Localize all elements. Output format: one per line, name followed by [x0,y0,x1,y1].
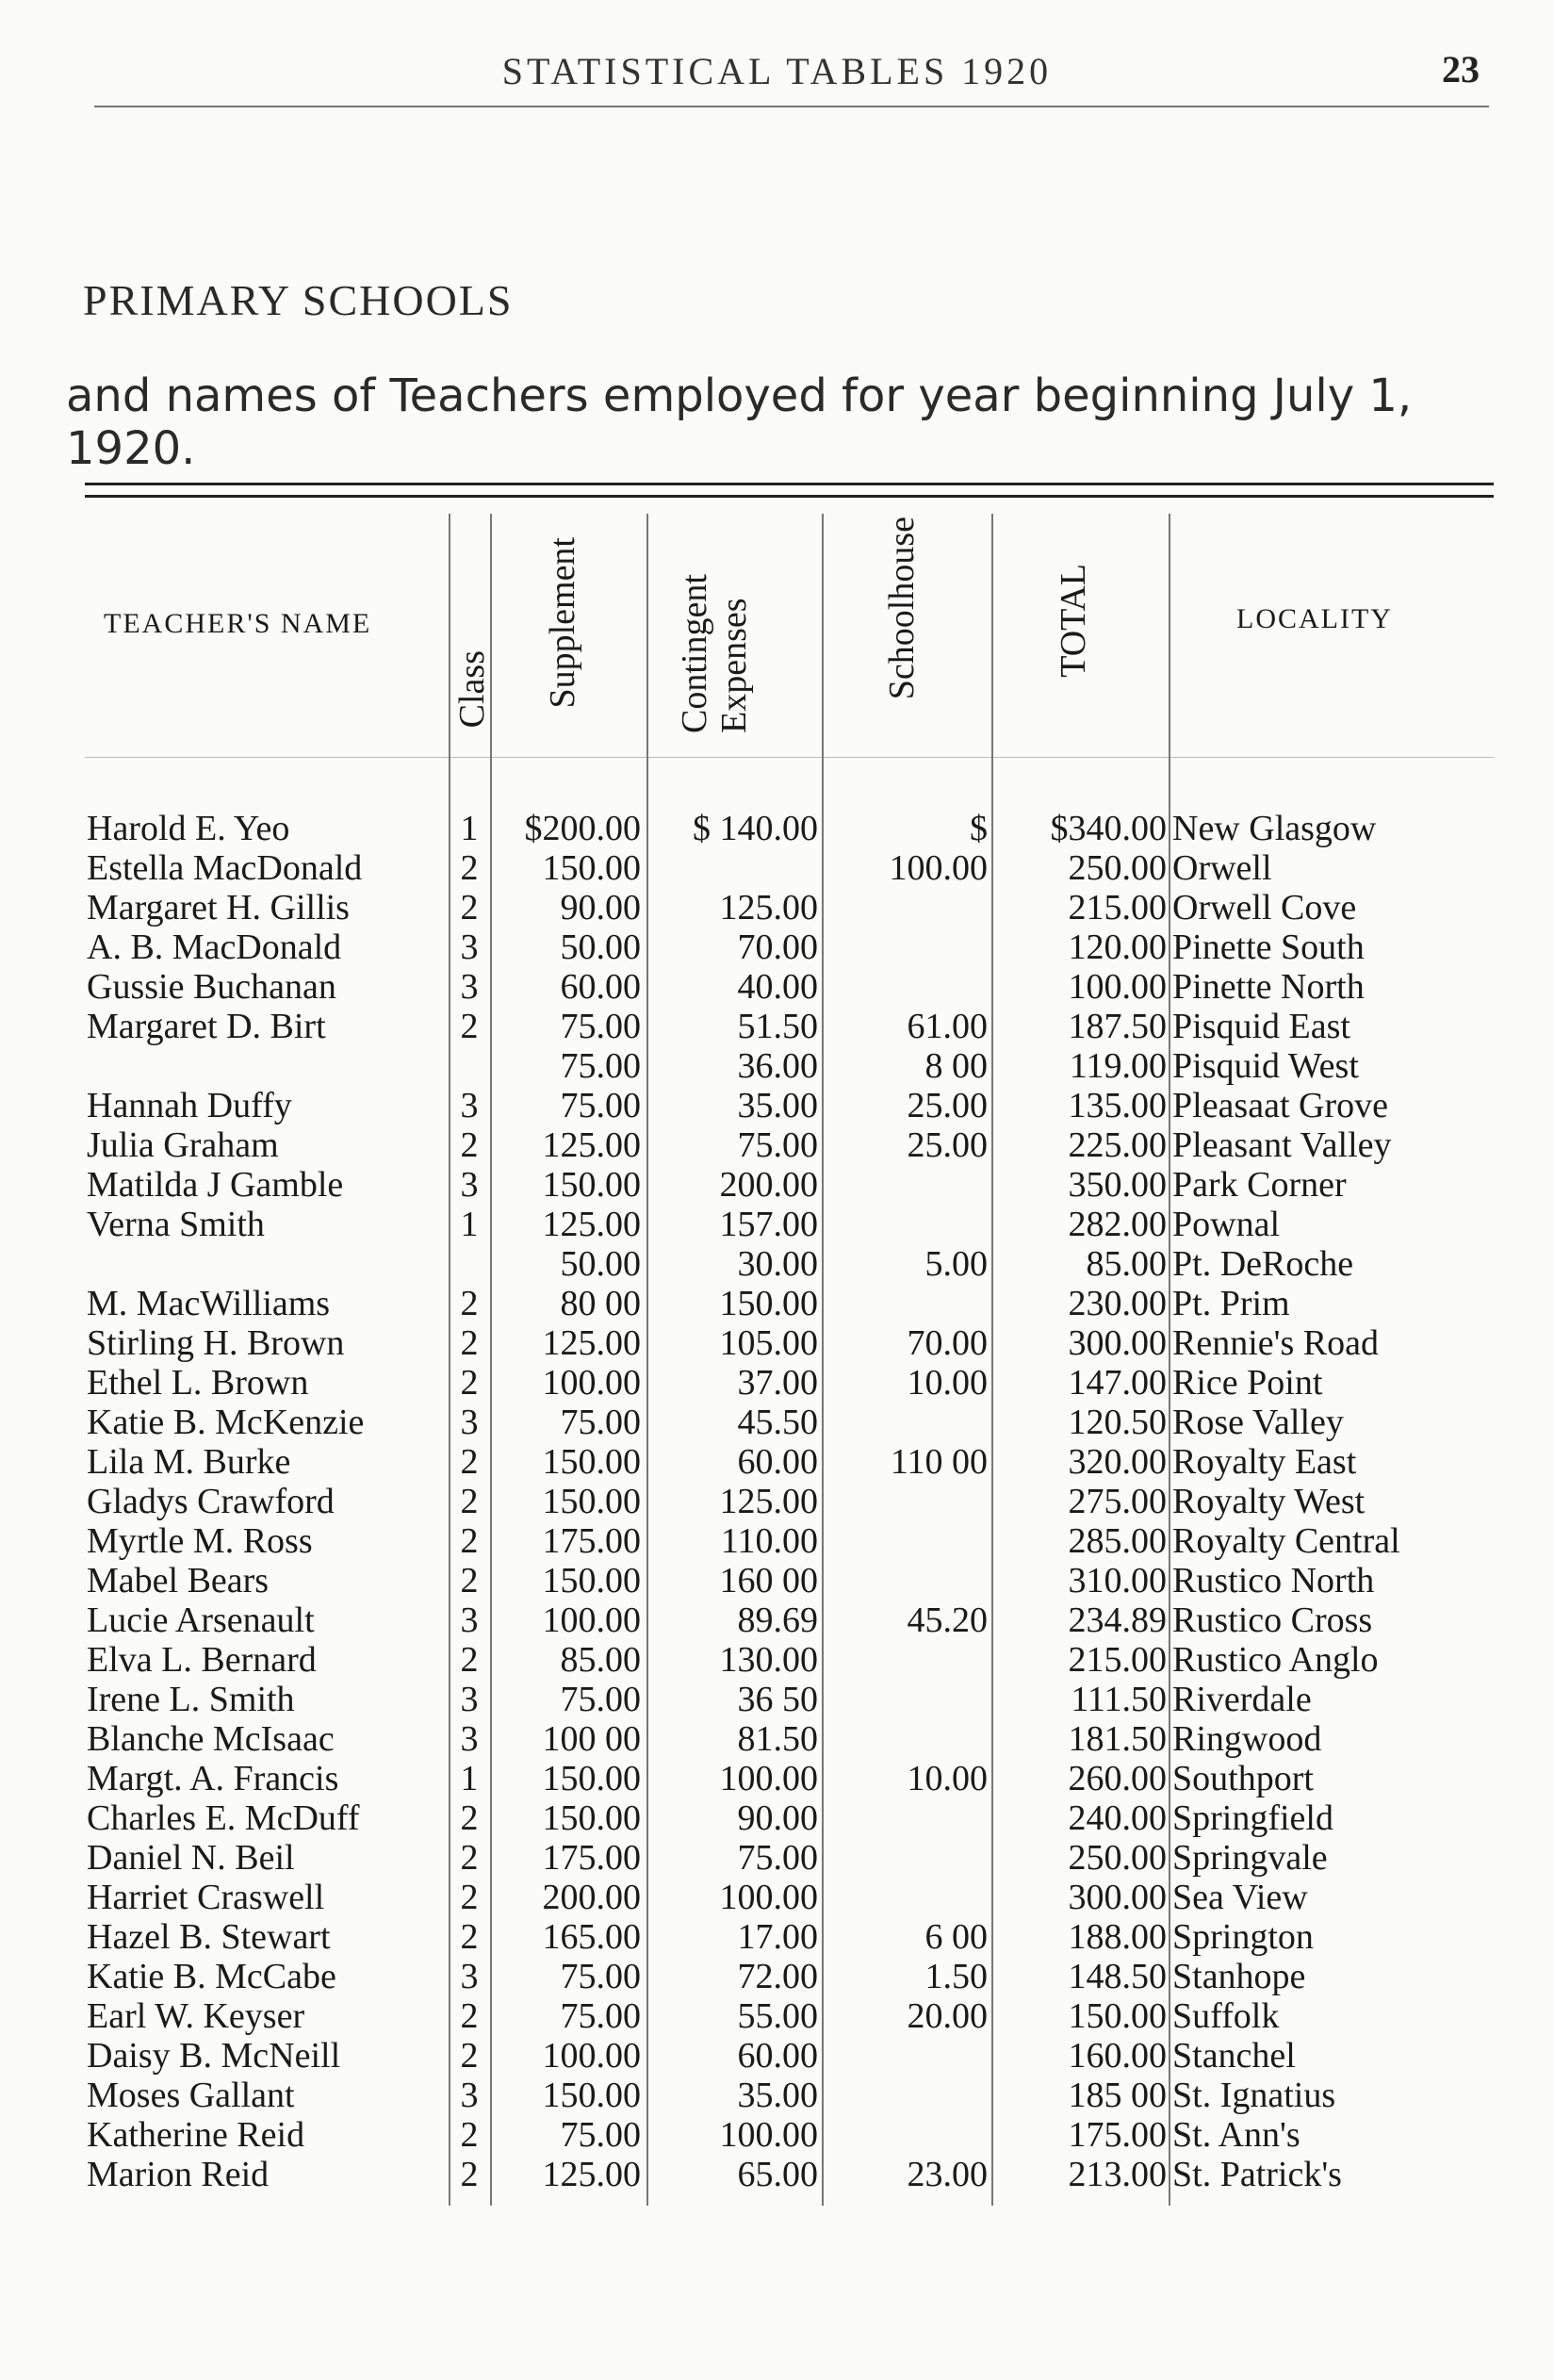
class-value: 2 [460,1442,479,1482]
class-value: 3 [460,2076,479,2115]
locality-name: Springfield [1172,1798,1333,1838]
schoolhouse-value: 6 00 [924,1917,988,1957]
teacher-name: Hazel B. Stewart [87,1917,331,1957]
column-header-name: TEACHER'S NAME [104,608,372,639]
supplement-value: 60.00 [560,967,641,1007]
locality-name: Riverdale [1172,1680,1312,1719]
contingent-value: 30.00 [737,1244,818,1284]
table-row [0,1759,1554,1798]
locality-name: Royalty East [1172,1442,1357,1482]
table-row [0,1046,1554,1086]
total-value: 185 00 [1068,2076,1167,2115]
table-row [0,1284,1554,1323]
total-value: 120.00 [1068,927,1167,967]
total-value: 215.00 [1068,1640,1167,1680]
total-value: 225.00 [1068,1125,1167,1165]
contingent-value: 90.00 [737,1798,818,1838]
locality-name: Pisquid East [1172,1007,1350,1046]
total-value: 85.00 [1086,1244,1167,1284]
total-value: 188.00 [1068,1917,1167,1957]
table-row [0,848,1554,888]
contingent-value: 125.00 [719,1482,818,1521]
contingent-value: 89.69 [737,1600,818,1640]
class-value: 2 [460,888,479,927]
teacher-name: Irene L. Smith [87,1680,295,1719]
total-value: 250.00 [1068,1838,1167,1878]
supplement-value: 150.00 [542,1759,641,1798]
schoolhouse-value: 70.00 [907,1323,988,1363]
class-value: 3 [460,1086,479,1125]
table-row [0,1719,1554,1759]
teacher-name: Margaret D. Birt [87,1007,326,1046]
supplement-value: 75.00 [560,1680,641,1719]
class-value: 3 [460,1165,479,1205]
teacher-name: Blanche McIsaac [87,1719,335,1759]
total-value: 300.00 [1068,1323,1167,1363]
contingent-value: 40.00 [737,967,818,1007]
contingent-value: 130.00 [719,1640,818,1680]
contingent-value: 200.00 [719,1165,818,1205]
supplement-value: $200.00 [524,809,641,848]
class-value: 2 [460,1482,479,1521]
total-value: 148.50 [1068,1957,1167,1996]
supplement-value: 150.00 [542,1165,641,1205]
total-value: 135.00 [1068,1086,1167,1125]
class-value: 2 [460,2155,479,2194]
total-value: 160.00 [1068,2036,1167,2076]
class-value: 1 [460,1205,479,1244]
teacher-name: Stirling H. Brown [87,1323,345,1363]
contingent-value: 72.00 [737,1957,818,1996]
supplement-value: 125.00 [542,1205,641,1244]
contingent-value: 36 50 [737,1680,818,1719]
running-head: STATISTICAL TABLES 1920 [501,50,1053,92]
contingent-value: 75.00 [737,1125,818,1165]
locality-name: Pinette South [1172,927,1365,967]
class-value: 2 [460,848,479,888]
locality-name: Pisquid West [1172,1046,1359,1086]
teacher-name: Moses Gallant [87,2076,295,2115]
table-row [0,927,1554,967]
teacher-name: Ethel L. Brown [87,1363,309,1403]
supplement-value: 75.00 [560,1957,641,1996]
table-row [0,1561,1554,1600]
supplement-value: 150.00 [542,1561,641,1600]
contingent-value: 160 00 [719,1561,818,1600]
contingent-value: 110.00 [720,1521,818,1561]
contingent-value: 150.00 [719,1284,818,1323]
teacher-name: Lucie Arsenault [87,1600,315,1640]
schoolhouse-value: 110 00 [890,1442,988,1482]
total-value: 275.00 [1068,1482,1167,1521]
class-value: 2 [460,1640,479,1680]
class-value: 3 [460,1680,479,1719]
total-value: 285.00 [1068,1521,1167,1561]
locality-name: St. Patrick's [1172,2155,1342,2194]
locality-name: Pleasant Valley [1172,1125,1392,1165]
total-value: 240.00 [1068,1798,1167,1838]
teacher-name: Matilda J Gamble [87,1165,344,1205]
supplement-value: 90.00 [560,888,641,927]
supplement-value: 150.00 [542,1798,641,1838]
class-value: 2 [460,1561,479,1600]
table-row [0,1680,1554,1719]
teacher-name: Marion Reid [87,2155,270,2194]
table-row [0,1125,1554,1165]
schoolhouse-value: 61.00 [907,1007,988,1046]
locality-name: Park Corner [1172,1165,1347,1205]
table-row [0,2115,1554,2155]
table-row [0,1482,1554,1521]
class-value: 3 [460,1600,479,1640]
total-value: 100.00 [1068,967,1167,1007]
table-row [0,2155,1554,2194]
table-row [0,1878,1554,1917]
locality-name: Rustico Cross [1172,1600,1373,1640]
locality-name: Pleasaat Grove [1172,1086,1388,1125]
class-value: 2 [460,1917,479,1957]
class-value: 2 [460,2036,479,2076]
schoolhouse-value: 10.00 [907,1759,988,1798]
teacher-name: Daisy B. McNeill [87,2036,341,2076]
supplement-value: 75.00 [560,1086,641,1125]
table-row [0,2036,1554,2076]
supplement-value: 100.00 [542,2036,641,2076]
table-row [0,1007,1554,1046]
page-title: PRIMARY SCHOOLS [83,276,514,324]
contingent-value: 157.00 [719,1205,818,1244]
locality-name: Rustico Anglo [1172,1640,1379,1680]
supplement-value: 125.00 [542,1125,641,1165]
total-value: 175.00 [1068,2115,1167,2155]
locality-name: Southport [1172,1759,1314,1798]
class-value: 3 [460,1957,479,1996]
class-value: 2 [460,2115,479,2155]
locality-name: Pownal [1172,1205,1280,1244]
contingent-value: 81.50 [737,1719,818,1759]
locality-name: Suffolk [1172,1996,1280,2036]
supplement-value: 75.00 [560,2115,641,2155]
supplement-value: 200.00 [542,1878,641,1917]
teacher-name: Myrtle M. Ross [87,1521,313,1561]
teacher-name: Katie B. McCabe [87,1957,336,1996]
supplement-value: 75.00 [560,1046,641,1086]
total-value: 260.00 [1068,1759,1167,1798]
schoolhouse-value: 25.00 [907,1086,988,1125]
supplement-value: 75.00 [560,1007,641,1046]
total-value: 147.00 [1068,1363,1167,1403]
locality-name: St. Ann's [1172,2115,1300,2155]
teacher-name: Daniel N. Beil [87,1838,295,1878]
teacher-name: M. MacWilliams [87,1284,331,1323]
supplement-value: 100.00 [542,1363,641,1403]
supplement-value: 100 00 [542,1719,641,1759]
class-value: 2 [460,1284,479,1323]
class-value: 1 [460,809,479,848]
teacher-name: Estella MacDonald [87,848,363,888]
total-value: 350.00 [1068,1165,1167,1205]
locality-name: Springton [1172,1917,1314,1957]
contingent-value: 70.00 [737,927,818,967]
schoolhouse-value: 25.00 [907,1125,988,1165]
column-header-contingent: Contingent Expenses [675,574,754,733]
total-value: 282.00 [1068,1205,1167,1244]
supplement-value: 85.00 [560,1640,641,1680]
teacher-name: Lila M. Burke [87,1442,291,1482]
schoolhouse-value: $ [970,809,988,848]
class-value: 2 [460,1798,479,1838]
locality-name: Orwell Cove [1172,888,1357,927]
teacher-name: Charles E. McDuff [87,1798,360,1838]
total-value: 111.50 [1071,1680,1167,1719]
table-top-rule [85,483,1494,498]
schoolhouse-value: 8 00 [924,1046,988,1086]
total-value: 120.50 [1068,1403,1167,1442]
table-row [0,1244,1554,1284]
supplement-value: 50.00 [560,927,641,967]
locality-name: Rennie's Road [1172,1323,1379,1363]
table-row [0,1363,1554,1403]
teacher-name: Margt. A. Francis [87,1759,339,1798]
teacher-name: Harriet Craswell [87,1878,325,1917]
total-value: 250.00 [1068,848,1167,888]
supplement-value: 175.00 [542,1521,641,1561]
supplement-value: 150.00 [542,2076,641,2115]
contingent-value: 51.50 [737,1007,818,1046]
locality-name: New Glasgow [1172,809,1377,848]
contingent-value: 60.00 [737,1442,818,1482]
teacher-name: Gussie Buchanan [87,967,336,1007]
locality-name: Stanchel [1172,2036,1296,2076]
supplement-value: 125.00 [542,1323,641,1363]
table-row [0,1165,1554,1205]
contingent-value: 17.00 [737,1917,818,1957]
total-value: 187.50 [1068,1007,1167,1046]
teacher-name: Gladys Crawford [87,1482,335,1521]
table-row [0,1086,1554,1125]
table-row [0,2076,1554,2115]
total-value: 150.00 [1068,1996,1167,2036]
contingent-value: 35.00 [737,1086,818,1125]
schoolhouse-value: 100.00 [889,848,988,888]
total-value: 181.50 [1068,1719,1167,1759]
locality-name: Rice Point [1172,1363,1323,1403]
teacher-name: Margaret H. Gillis [87,888,350,927]
table-row [0,1838,1554,1878]
supplement-value: 150.00 [542,1482,641,1521]
total-value: 320.00 [1068,1442,1167,1482]
table-row [0,809,1554,848]
total-value: 310.00 [1068,1561,1167,1600]
schoolhouse-value: 10.00 [907,1363,988,1403]
total-value: 230.00 [1068,1284,1167,1323]
contingent-value: 125.00 [719,888,818,927]
table-row [0,888,1554,927]
locality-name: Rustico North [1172,1561,1375,1600]
locality-name: Ringwood [1172,1719,1322,1759]
column-header-locality: LOCALITY [1236,603,1393,634]
contingent-value: 100.00 [719,1878,818,1917]
column-header-class: Class [452,650,492,729]
teacher-name: Earl W. Keyser [87,1996,305,2036]
schoolhouse-value: 1.50 [924,1957,988,1996]
table-row [0,1996,1554,2036]
table-row [0,1403,1554,1442]
schoolhouse-value: 23.00 [907,2155,988,2194]
supplement-value: 80 00 [560,1284,641,1323]
class-value: 2 [460,1125,479,1165]
class-value: 3 [460,1403,479,1442]
class-value: 3 [460,967,479,1007]
contingent-value: 36.00 [737,1046,818,1086]
locality-name: Pinette North [1172,967,1365,1007]
contingent-value: 45.50 [737,1403,818,1442]
table-header-rule [85,757,1494,758]
contingent-value: 55.00 [737,1996,818,2036]
class-value: 2 [460,1363,479,1403]
column-header-schoolhouse: Schoolhouse [882,517,922,700]
supplement-value: 125.00 [542,2155,641,2194]
contingent-value: $ 140.00 [693,809,818,848]
teacher-name: Verna Smith [87,1205,265,1244]
teacher-name: Hannah Duffy [87,1086,292,1125]
locality-name: St. Ignatius [1172,2076,1336,2115]
total-value: 300.00 [1068,1878,1167,1917]
contingent-value: 100.00 [719,1759,818,1798]
contingent-value: 35.00 [737,2076,818,2115]
supplement-value: 175.00 [542,1838,641,1878]
class-value: 3 [460,1719,479,1759]
table-row [0,1442,1554,1482]
table-row [0,1521,1554,1561]
table-row [0,1917,1554,1957]
locality-name: Sea View [1172,1878,1308,1917]
locality-name: Royalty Central [1172,1521,1400,1561]
page-subtitle: and names of Teachers employed for year beginning July 1, 1920. [66,369,1413,475]
locality-name: Stanhope [1172,1957,1306,1996]
supplement-value: 150.00 [542,848,641,888]
supplement-value: 150.00 [542,1442,641,1482]
class-value: 2 [460,1521,479,1561]
locality-name: Pt. Prim [1172,1284,1290,1323]
contingent-value: 105.00 [719,1323,818,1363]
column-header-total: TOTAL [1054,564,1093,678]
schoolhouse-value: 5.00 [924,1244,988,1284]
teacher-name: Julia Graham [87,1125,279,1165]
teacher-name: Elva L. Bernard [87,1640,317,1680]
locality-name: Pt. DeRoche [1172,1244,1354,1284]
total-value: 234.89 [1068,1600,1167,1640]
teacher-name: Harold E. Yeo [87,809,290,848]
class-value: 1 [460,1759,479,1798]
teacher-name: A. B. MacDonald [87,927,342,967]
table-row [0,1640,1554,1680]
class-value: 2 [460,1838,479,1878]
class-value: 2 [460,1878,479,1917]
locality-name: Springvale [1172,1838,1328,1878]
contingent-value: 100.00 [719,2115,818,2155]
total-value: $340.00 [1050,809,1167,848]
contingent-value: 75.00 [737,1838,818,1878]
supplement-value: 100.00 [542,1600,641,1640]
column-header-supplement: Supplement [543,537,582,709]
contingent-value: 37.00 [737,1363,818,1403]
table-row [0,1600,1554,1640]
class-value: 3 [460,927,479,967]
table-row [0,1798,1554,1838]
teacher-name: Katherine Reid [87,2115,305,2155]
contingent-value: 60.00 [737,2036,818,2076]
table-row [0,967,1554,1007]
locality-name: Royalty West [1172,1482,1366,1521]
total-value: 213.00 [1068,2155,1167,2194]
class-value: 2 [460,1996,479,2036]
supplement-value: 165.00 [542,1917,641,1957]
header-rule [94,106,1489,107]
contingent-value: 65.00 [737,2155,818,2194]
teacher-name: Mabel Bears [87,1561,270,1600]
schoolhouse-value: 45.20 [907,1600,988,1640]
supplement-value: 75.00 [560,1403,641,1442]
supplement-value: 50.00 [560,1244,641,1284]
table-row [0,1323,1554,1363]
locality-name: Orwell [1172,848,1272,888]
total-value: 119.00 [1069,1046,1167,1086]
table-row [0,1957,1554,1996]
page-number: 23 [1442,48,1480,90]
locality-name: Rose Valley [1172,1403,1344,1442]
teacher-name: Katie B. McKenzie [87,1403,365,1442]
class-value: 2 [460,1323,479,1363]
table-row [0,1205,1554,1244]
class-value: 2 [460,1007,479,1046]
supplement-value: 75.00 [560,1996,641,2036]
schoolhouse-value: 20.00 [907,1996,988,2036]
total-value: 215.00 [1068,888,1167,927]
